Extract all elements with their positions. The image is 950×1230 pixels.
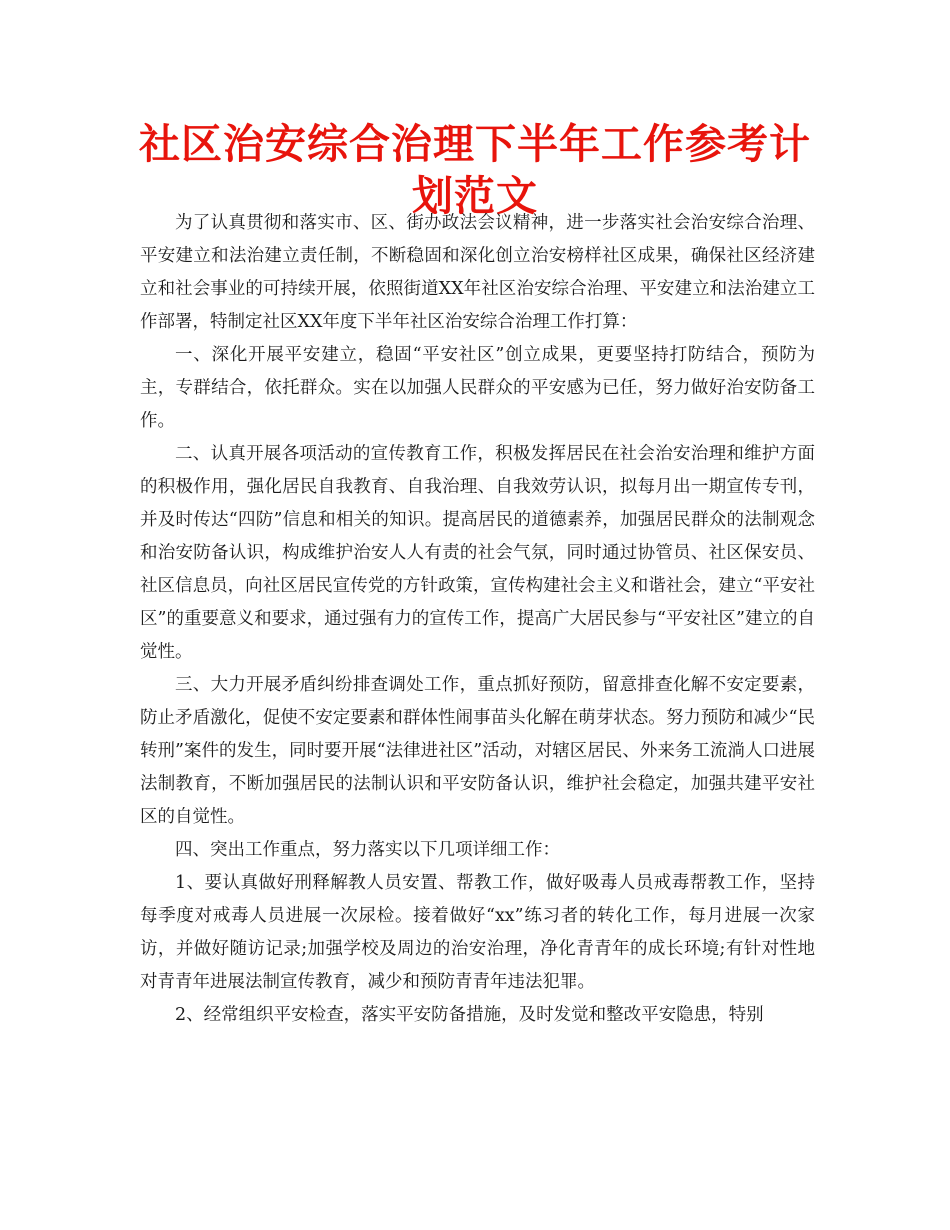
- paragraph-section-4: 四、突出工作重点，努力落实以下几项详细工作：: [175, 840, 560, 860]
- paragraph-item-2: 2、经常组织平安检查，落实平安防备措施，及时发觉和整改平安隐患，特别: [175, 1005, 764, 1025]
- document-body: [140, 207, 815, 1032]
- paragraph-section-3: 三、大力开展矛盾纠纷排查调处工作，重点抓好预防，留意排查化解不安定要素，防止矛盾激化，促使不安定要素和群体性闹事苗头化解在萌芽状态。努力预防和减少“民转刑”案件的发生，同时要开展“法律进社区”活动，对辖区居民、外来务工流淌人口进展法制教育，不断加强居民的法制认识和平安防备认识，维护社会稳定，加强共建平安社区的自觉性。: [140, 675, 815, 827]
- paragraph-section-2: 二、认真开展各项活动的宣传教育工作，积极发挥居民在社会治安治理和维护方面的积极作用，强化居民自我教育、自我治理、自我效劳认识，拟每月出一期宣传专刊，并及时传达“四防”信息和相关的知识。提高居民的道德素养，加强居民群众的法制观念和治安防备认识，构成维护治安人人有责的社会气氛，同时通过协管员、社区保安员、社区信息员，向社区居民宣传党的方针政策，宣传构建社会主义和谐社会，建立“平安社区”的重要意义和要求，通过强有力的宣传工作，提高广大居民参与“平安社区”建立的自觉性。: [140, 444, 815, 662]
- paragraph-item-1: 1、要认真做好刑释解教人员安置、帮教工作，做好吸毒人员戒毒帮教工作，坚持每季度对戒毒人员进展一次尿检。接着做好“xx”练习者的转化工作，每月进展一次家访，并做好随访记录;加强学校及周边的治安治理，净化青青年的成长环境;有针对性地对青青年进展法制宣传教育，减少和预防青青年违法犯罪。: [140, 873, 815, 992]
- paragraph-intro: 为了认真贯彻和落实市、区、街办政法会议精神，进一步落实社会治安综合治理、平安建立和法治建立责任制，不断稳固和深化创立治安榜样社区成果，确保社区经济建立和社会事业的可持续开展，依照街道XX年社区治安综合治理、平安建立和法治建立工作部署，特制定社区XX年度下半年社区治安综合治理工作打算：: [140, 213, 815, 332]
- paragraph-section-1: 一、深化开展平安建立，稳固“平安社区”创立成果，更要坚持打防结合，预防为主，专群结合，依托群众。实在以加强人民群众的平安感为已任，努力做好治安防备工作。: [140, 345, 815, 431]
- document-title: 社区治安综合治理下半年工作参考计划范文: [139, 120, 811, 220]
